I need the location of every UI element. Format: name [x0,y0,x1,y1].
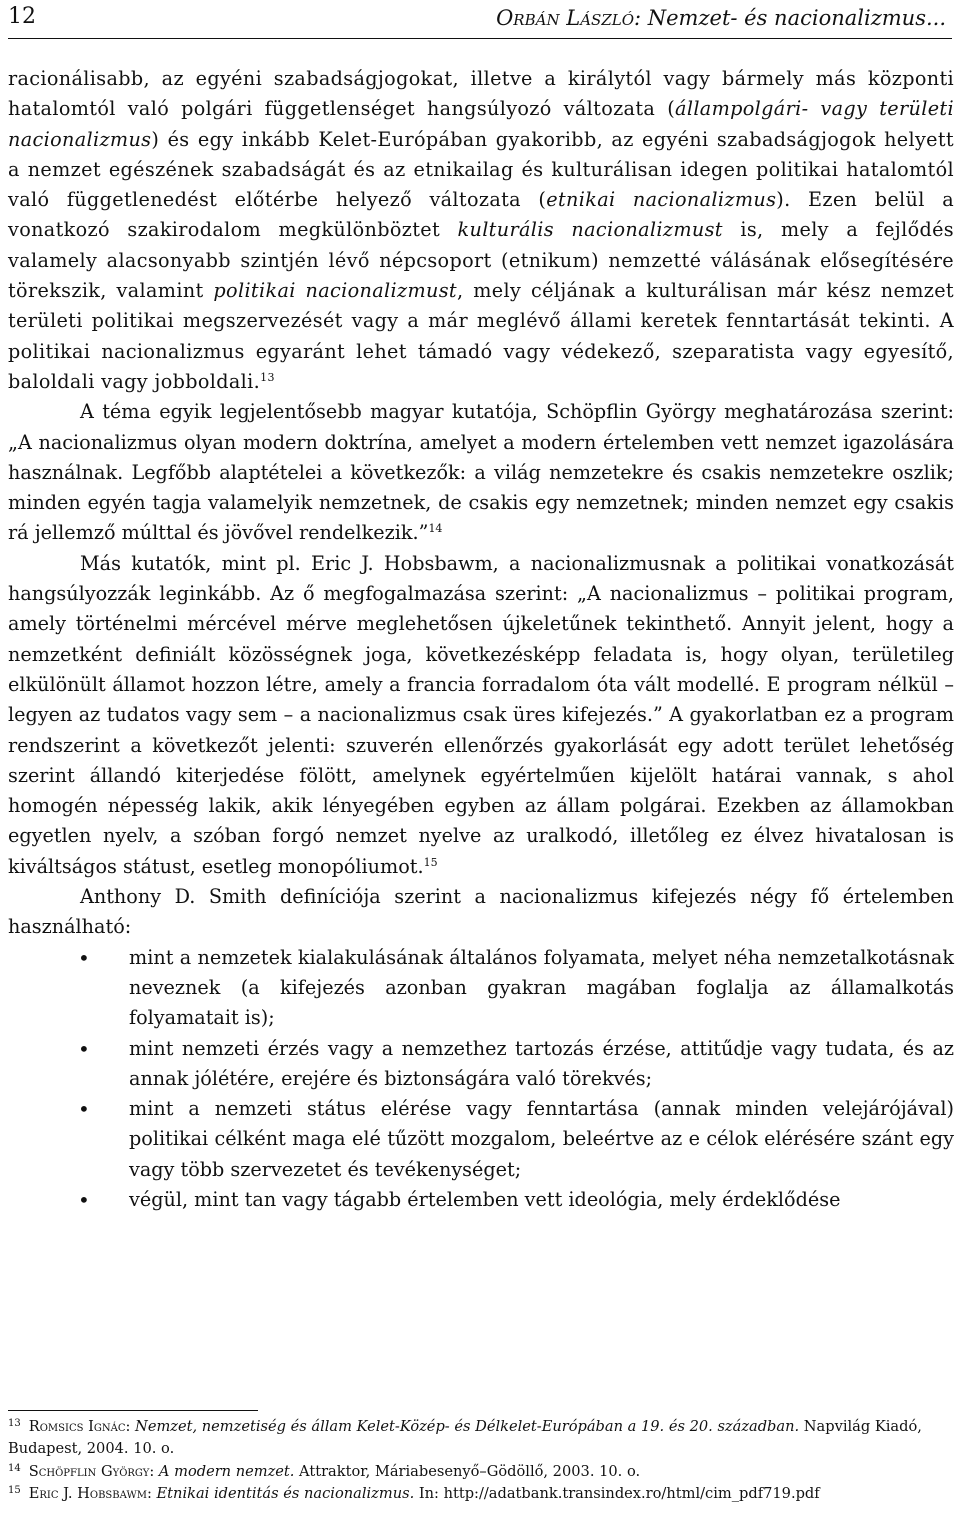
bullet-list [8,943,954,1216]
footnote-author: Eric J. Hobsbawm [28,1484,147,1502]
list-item-text: végül, mint tan vagy tágabb értelemben vett ideológia, mely érdeklődése [129,1187,841,1211]
paragraph-2-text: A téma egyik legjelentősebb magyar kutatója, Schöpflin György meghatározása szerint: „A nacionalizmus olyan modern doktrína, amelyet a modern értelemben vett nemzet igazolására használnak. Legfőbb alaptételei a következők: a világ nemzetekre és csakis nemzetekre oszlik; minden egyén tagja valamelyik nemzetnek, de csakis egy nemzetnek; minden nemzet egy csakis rá jellemző múlttal és jövővel rendelkezik.” [8,400,954,545]
paragraph-1-text-e: , mely céljának a kulturálisan már kész nemzet területi politikai megszervezését vagy a már meglévő állami keretek fenntartását tekinti. A politikai nacionalizmus egyaránt lehet támadó vagy védekező, szeparatista vagy egyesítő, baloldali vagy jobboldali. [8,279,954,393]
bullet-icon: • [78,1097,90,1122]
footnote-author: Schöpflin György [28,1462,150,1480]
footnote-title: A modern nemzet. [158,1462,295,1480]
paragraph-1 [8,64,954,397]
bullet-icon: • [78,1187,90,1212]
footnote-rest: Napvilág Kiadó, Budapest, 2004. 10. o. [8,1418,922,1458]
footnote-author: Romsics Ignác [28,1418,126,1435]
page-header [8,2,952,38]
term-cultural-nationalism: kulturális nacionalizmust [457,218,723,242]
footnote-title: Nemzet, nemzetiség és állam Kelet-Közép- és Délkelet-Európában a 19. és 20. században. [135,1418,800,1435]
list-item-text: mint a nemzeti státus elérése vagy fenntartása (annak minden velejárójával) politikai célként maga elé tűzött mozgalom, beleértve az e célok elérésére szánt egy vagy több szervezetet és tevékenységet; [129,1097,954,1181]
footnote-number: 15 [8,1484,21,1496]
paragraph-4: Anthony D. Smith definíciója szerint a nacionalizmus kifejezés négy fő értelemben használható: [8,885,954,939]
page-number: 12 [8,4,36,29]
footnote-number: 14 [8,1462,21,1474]
list-item [8,1094,954,1185]
footnote-15: $^{15}$ Eric J. Hobsbawm: Etnikai identitás és nacionalizmus. In: http://adatbank.transindex.ro/html/cim_pdf719.pdf [8,1484,820,1502]
running-title-text: : Nemzet- és nacionalizmus... [634,6,946,30]
bullet-icon: • [78,1036,90,1061]
footnotes [8,1416,954,1505]
footnote-rule [8,1410,258,1411]
footnote-ref-13[interactable]: 13 [260,370,275,384]
main-text [8,64,954,1215]
paragraph-1-text-d: is, mely a fejlődés valamely alacsonyabb szintjén lévő népcsoport (etnikum) nemzetté válásának elősegítésére törekszik, valamint [8,218,954,303]
footnote-title: Etnikai identitás és nacionalizmus. [156,1484,415,1502]
paragraph-2 [8,397,954,548]
term-political-nationalism: politikai nacionalizmust [213,279,457,303]
paragraph-3-text: Más kutatók, mint pl. Eric J. Hobsbawm, a nacionalizmusnak a politikai vonatkozását hangsúlyozzák leginkább. Az ő megfogalmazása szerint: „A nacionalizmus – politikai program, amely történelmi mércével mérve meglehetősen újkeletűnek tekinthető. Annyit jelent, hogy a nemzetként definiált közösségnek joga, következésképp feladata is, hogy olyan, területileg elkülönült államot hozzon létre, amely a francia forradalom óta vált modellé. E program nélkül – legyen az tudatos vagy sem – a nacionalizmus csak üres kifejezés.” A gyakorlatban ez a program rendszerint a következőt jelenti: szuverén ellenőrzés gyakorlását egy adott terület lehetőség szerint állandó kiterjedése fölött, amelynek egyértelműen kijelölt határai vannak, s ahol homogén népesség lakik, akik lényegében egyben az állam polgárai. Ezekben az államokban egyetlen nyelv, a szóban forgó nemzet nyelve az uralkodó, illetőleg ez élvez hivatalosan is kiváltságos státust, esetleg monopóliumot. [8,551,954,878]
footnote-14: $^{14}$ Schöpflin György: A modern nemzet. Attraktor, Máriabesenyő–Gödöllő, 2003. 10. o. [8,1462,641,1480]
bullet-icon: • [78,945,90,970]
paragraph-3 [8,549,954,882]
list-item [8,1034,954,1095]
paragraph-1-text-b: ) és egy inkább Kelet-Európában gyakoribb, az egyéni szabadságjogok helyett a nemzet egészének szabadságát és az etnikailag és kulturálisan idegen politikai hatalomtól való függetlenedést előtérbe helyező változata ( [8,127,954,212]
footnote-rest: Attraktor, Máriabesenyő–Gödöllő, 2003. 10. o. [294,1462,641,1480]
footnote-ref-15[interactable]: 15 [423,855,438,869]
footnote-number: 13 [8,1418,21,1429]
header-rule [8,38,952,39]
list-item-text: mint a nemzetek kialakulásának általános folyamata, melyet néha nemzetalkotásnak neveznek (a kifejezés azonban gyakran magában foglalja az államalkotás folyamatait is); [129,945,954,1030]
running-title-author: Orbán László [496,6,634,30]
footnote-13: $^{13}$ Romsics Ignác: Nemzet, nemzetiség és állam Kelet-Közép- és Délkelet-Európában a 19. és 20. században. Napvilág Kiadó, Budapest, 2004. 10. o. [8,1418,922,1458]
list-item [8,1185,954,1215]
footnote-ref-14[interactable]: 14 [428,522,443,536]
term-ethnic-nationalism: etnikai nacionalizmus [546,188,777,212]
list-item-text: mint nemzeti érzés vagy a nemzethez tartozás érzése, attitűdje vagy tudata, és az annak jólétére, erejére és biztonságára való törekvés; [129,1036,954,1090]
running-title [496,4,946,32]
footnote-rest[interactable]: In: http://adatbank.transindex.ro/html/cim_pdf719.pdf [414,1484,820,1502]
list-item [8,943,954,1034]
paragraph-1-text-c: ). Ezen belül a vonatkozó szakirodalom megkülönböztet [8,188,954,242]
paragraph-1-text-a: racionálisabb, az egyéni szabadságjogokat, illetve a királytól vagy bármely más központi hatalomtól való polgári függetlenséget hangsúlyozó változata ( [8,67,954,121]
term-civic-nationalism: állampolgári- vagy területi nacionalizmus [8,97,954,151]
